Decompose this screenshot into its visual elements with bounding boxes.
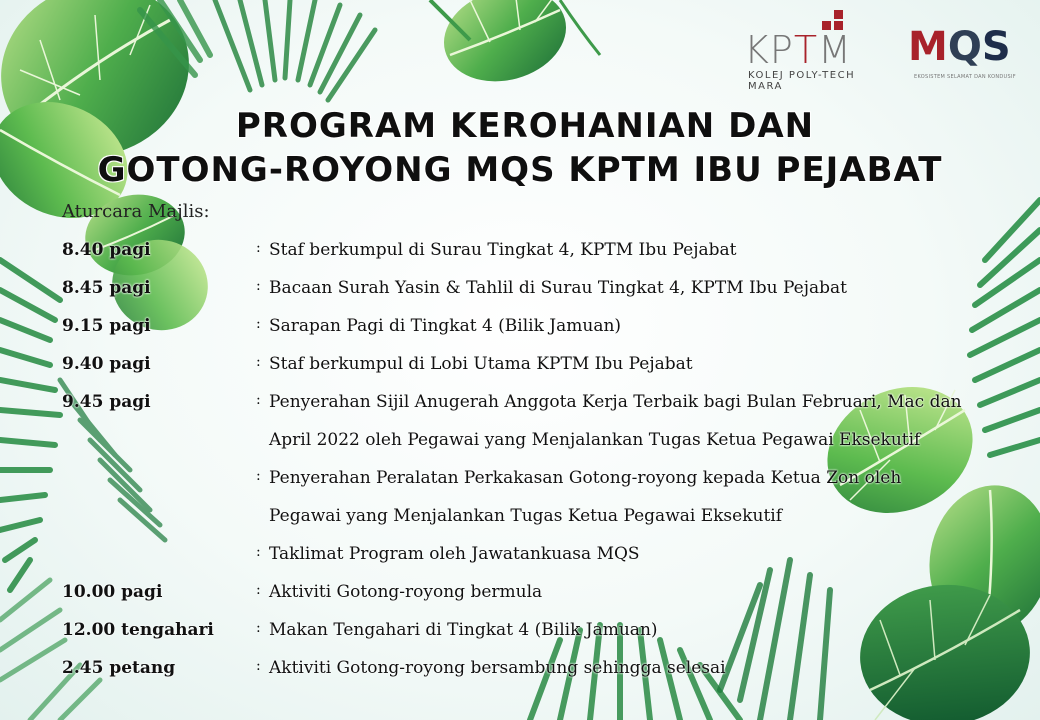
schedule-colon: : <box>256 278 261 294</box>
schedule-row <box>62 270 992 308</box>
schedule-row <box>62 536 992 574</box>
schedule-description: Aktiviti Gotong-royong bermula <box>269 582 543 602</box>
schedule-colon: : <box>256 354 261 370</box>
mqs-logo-subtitle: EKOSISTEM SELAMAT DAN KONDUSIF <box>914 74 1016 80</box>
title-line-2: GOTONG-ROYONG MQS KPTM IBU PEJABAT <box>97 150 943 190</box>
schedule-description: Sarapan Pagi di Tingkat 4 (Bilik Jamuan) <box>269 316 622 336</box>
schedule-description: Pegawai yang Menjalankan Tugas Ketua Pegawai Eksekutif <box>269 506 783 526</box>
schedule-time: 2.45 petang <box>62 658 176 678</box>
palm-frond-top-center <box>215 0 375 100</box>
schedule-time: 8.45 pagi <box>62 278 151 298</box>
kptm-logo-subtitle: KOLEJ POLY-TECH MARA <box>748 70 856 92</box>
schedule-row <box>62 574 992 612</box>
schedule-description: Staf berkumpul di Surau Tingkat 4, KPTM Ibu Pejabat <box>269 240 737 260</box>
schedule-colon: : <box>256 620 261 636</box>
schedule-description: Penyerahan Peralatan Perkakasan Gotong-royong kepada Ketua Zon oleh <box>269 468 902 488</box>
schedule-description: Staf berkumpul di Lobi Utama KPTM Ibu Pejabat <box>269 354 693 374</box>
schedule-time: 10.00 pagi <box>62 582 163 602</box>
palm-frond-left <box>0 260 60 590</box>
schedule-description: Aktiviti Gotong-royong bersambung sehingga selesai <box>269 658 726 678</box>
schedule-row <box>62 650 992 688</box>
schedule-description: Bacaan Surah Yasin & Tahlil di Surau Tingkat 4, KPTM Ibu Pejabat <box>269 278 847 298</box>
schedule-row <box>62 384 992 422</box>
schedule-list <box>62 232 992 688</box>
schedule-colon: : <box>256 392 261 408</box>
schedule-row <box>62 346 992 384</box>
schedule-time: 9.45 pagi <box>62 392 151 412</box>
schedule-colon: : <box>256 544 261 560</box>
schedule-time: 9.40 pagi <box>62 354 151 374</box>
title-line-1: PROGRAM KEROHANIAN DAN <box>235 106 815 146</box>
schedule-time: 9.15 pagi <box>62 316 151 336</box>
schedule-row <box>62 422 992 460</box>
schedule-row <box>62 498 992 536</box>
schedule-row <box>62 308 992 346</box>
schedule-colon: : <box>256 316 261 332</box>
leaf-top-center-round <box>433 0 576 95</box>
schedule-description: Makan Tengahari di Tingkat 4 (Bilik Jamuan) <box>269 620 658 640</box>
kptm-logo <box>742 10 892 92</box>
schedule-time: 12.00 tengahari <box>62 620 214 640</box>
schedule-colon: : <box>256 468 261 484</box>
aturcara-heading: Aturcara Majlis: <box>62 201 210 222</box>
schedule-row <box>62 612 992 650</box>
schedule-row <box>62 232 992 270</box>
mqs-logo-word: MQS <box>908 24 1011 70</box>
kptm-logo-word: KPTM <box>744 28 852 72</box>
schedule-row <box>62 460 992 498</box>
schedule-description: Taklimat Program oleh Jawatankuasa MQS <box>269 544 640 564</box>
schedule-colon: : <box>256 658 261 674</box>
schedule-colon: : <box>256 240 261 256</box>
schedule-colon: : <box>256 582 261 598</box>
schedule-description: Penyerahan Sijil Anugerah Anggota Kerja Terbaik bagi Bulan Februari, Mac dan <box>269 392 962 412</box>
schedule-description: April 2022 oleh Pegawai yang Menjalankan Tugas Ketua Pegawai Eksekutif <box>269 430 921 450</box>
page-title <box>0 104 1040 192</box>
schedule-time: 8.40 pagi <box>62 240 151 260</box>
mqs-logo <box>908 22 1020 86</box>
